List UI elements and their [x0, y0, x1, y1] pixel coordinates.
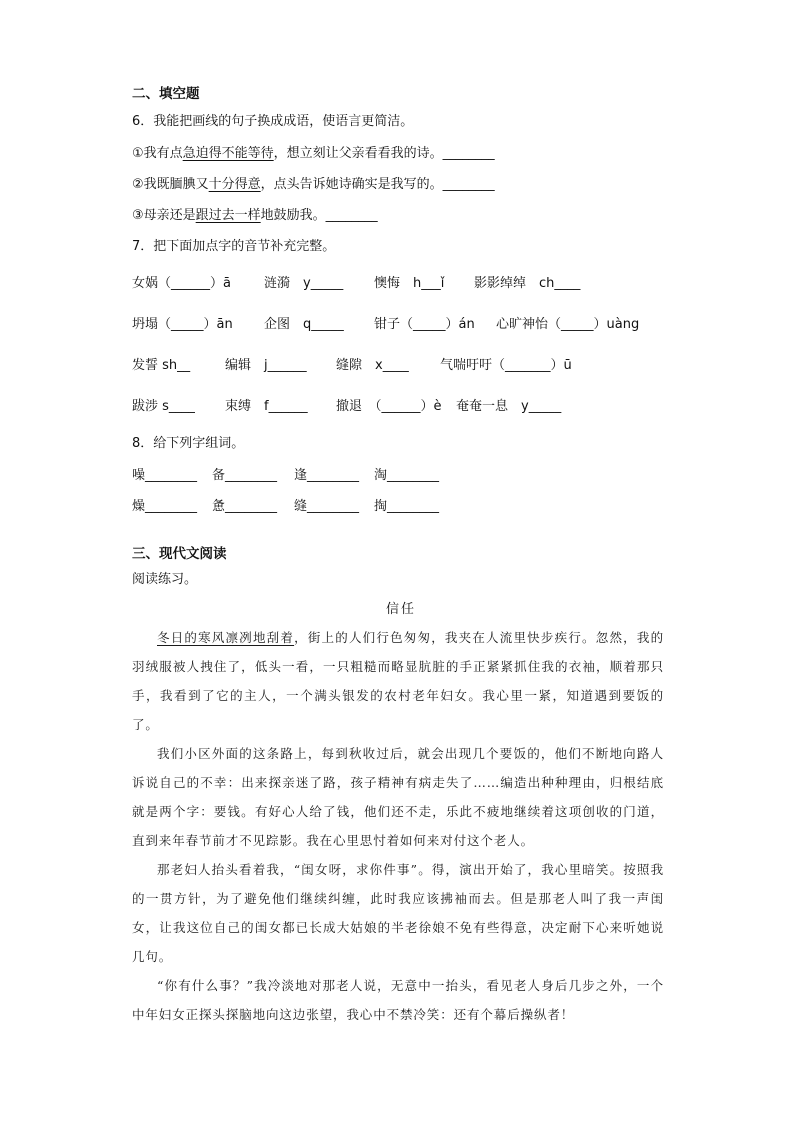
passage-paragraph-1	[132, 623, 664, 739]
passage-p1-underlined: 冬日的寒风凛冽地刮着	[157, 630, 295, 645]
q7-cell: 懊悔 h___ǐ	[374, 276, 445, 291]
q6-prompt: 6．我能把画线的句子换成成语，使语言更简洁。	[132, 114, 414, 129]
q6-item-3	[132, 204, 378, 223]
q7-cell: 企图 q_____	[264, 317, 344, 332]
q7-cell: 奄奄一息 y_____	[456, 399, 562, 414]
q8-cell: 淘________	[374, 468, 440, 483]
q7-cell: 发誓 sh__	[132, 358, 191, 373]
q6-item-1	[132, 142, 495, 161]
q7-cell: 编辑 j______	[225, 358, 307, 373]
q6-item-3-post: 地鼓励我。________	[260, 208, 378, 223]
q7-prompt: 7．把下面加点字的音节补充完整。	[132, 239, 336, 254]
q6-item-2-underlined: 十分得意	[208, 177, 261, 192]
q7-cell: 坍塌（_____）ān	[132, 317, 233, 332]
q8-cell: 惫________	[212, 499, 278, 514]
q8-cell: 燥________	[132, 499, 198, 514]
q6-item-3-underlined: 跟过去一样	[195, 208, 261, 223]
q6-item-2-post: ，点头告诉她诗确实是我写的。________	[260, 177, 495, 192]
q7-cell: 缝隙 x____	[336, 358, 409, 373]
q7-cell: 束缚 f______	[225, 399, 308, 414]
passage-paragraph-4: “你有什么事？”我冷淡地对那老人说，无意中一抬头，看见老人身后几步之外，一个中年妇女正探头探脑地向这边张望，我心中不禁冷笑：还有个幕后操纵者！	[132, 978, 664, 1022]
q7-cell: 女娲（______）ā	[132, 276, 231, 291]
q6-item-1-pre: ①我有点	[132, 146, 183, 161]
q7-cell: 跋涉 s____	[132, 399, 195, 414]
q6-item-2	[132, 173, 495, 192]
q8-cell: 逢________	[294, 468, 360, 483]
q6-item-3-pre: ③母亲还是	[132, 208, 196, 223]
passage-paragraph-3: 那老妇人抬头看着我，“闺女呀，求你件事”。得，演出开始了，我心里暗笑。按照我的一贯方针，为了避免他们继续纠缠，此时我应该拂袖而去。但是那老人叫了我一声闺女，让我这位自己的闺女都已长成大姑娘的半老徐娘不免有些得意，决定耐下心来听她说几句。	[132, 862, 664, 964]
q7-cell: 气喘吁吁（_______）ū	[440, 358, 572, 373]
q8-cell: 缝________	[294, 499, 360, 514]
q6-item-1-underlined: 急迫得不能等待	[182, 146, 274, 161]
section-title-reading: 三、现代文阅读	[132, 546, 227, 562]
reading-instruction: 阅读练习。	[132, 572, 198, 587]
q8-prompt: 8．给下列字组词。	[132, 436, 245, 451]
q6-item-2-pre: ②我既腼腆又	[132, 177, 209, 192]
q7-cell: 心旷神怡（_____）uàng	[496, 317, 640, 332]
q6-item-1-post: ，想立刻让父亲看看我的诗。________	[273, 146, 495, 161]
q8-cell: 噪________	[132, 468, 198, 483]
section-title-fill: 二、填空题	[132, 86, 200, 102]
q8-cell: 备________	[212, 468, 278, 483]
story-title: 信任	[386, 602, 417, 617]
q7-cell: 钳子（_____）án	[374, 317, 475, 332]
q7-cell: 涟漪 y_____	[264, 276, 344, 291]
passage-paragraph-2: 我们小区外面的这条路上，每到秋收过后，就会出现几个要饭的，他们不断地向路人诉说自己的不幸：出来探亲迷了路，孩子精神有病走失了……编造出种种理由，归根结底就是两个字：要钱。有好心人给了钱，他们还不走，乐此不疲地继续着这项创收的门道，直到来年春节前才不见踪影。我在心里思忖着如何来对付这个老人。	[132, 746, 664, 848]
q8-cell: 掏________	[374, 499, 440, 514]
reading-passage	[132, 623, 664, 1029]
q7-cell: 撤退 （______）è	[336, 399, 442, 414]
passage-p1-rest: ，街上的人们行色匆匆，我夹在人流里快步疾行。忽然，我的羽绒服被人拽住了，低头一看，一只粗糙而略显肮脏的手正紧紧抓住我的衣袖，顺着那只手，我看到了它的主人，一个满头银发的农村老年妇女。我心里一紧，知道遇到要饭的了。	[132, 630, 664, 732]
q7-cell: 影影绰绰 ch____	[474, 276, 581, 291]
